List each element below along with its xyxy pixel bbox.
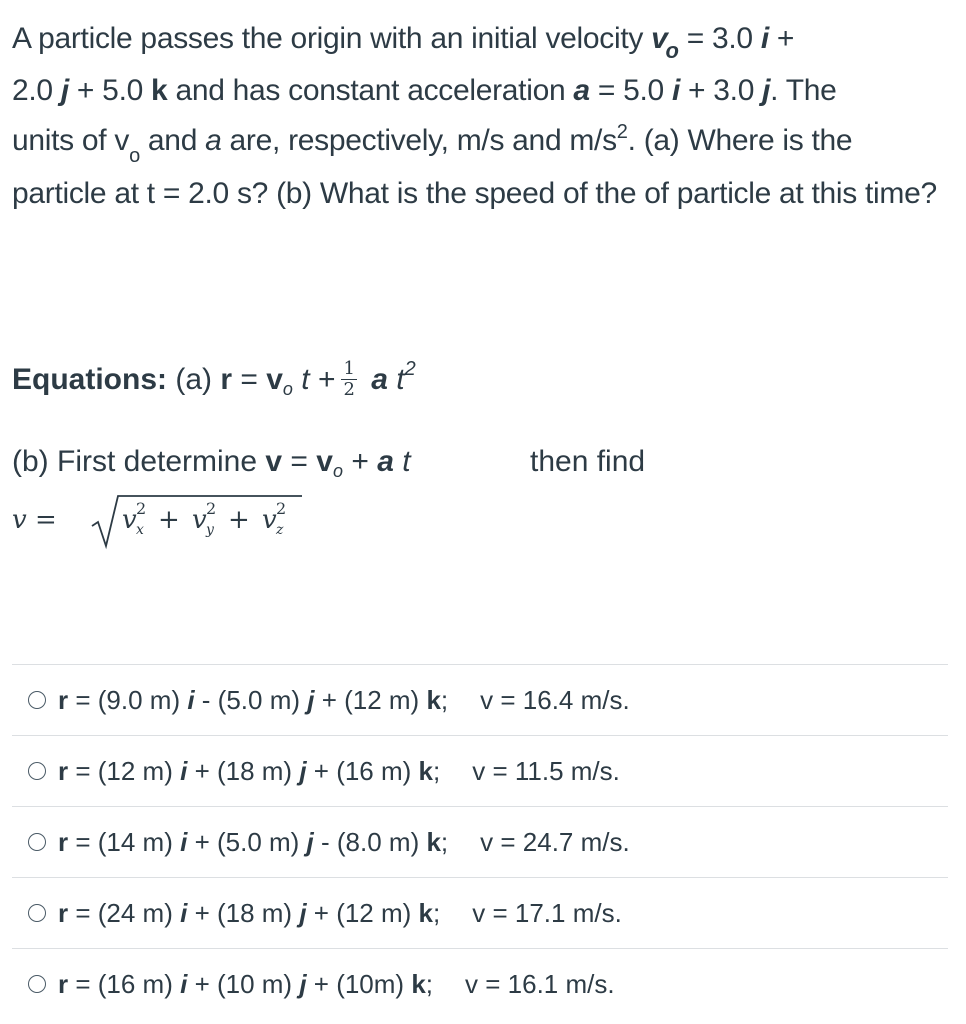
vy-subscript: y	[206, 522, 214, 538]
answer-position	[58, 756, 440, 787]
plus-sign: +	[342, 445, 378, 478]
plus-sign-1: +	[158, 505, 180, 535]
acceleration-equals: = 5.0	[589, 74, 672, 107]
velocity-k-coef: + 5.0	[68, 74, 152, 107]
velocity-equals: = 3.0	[678, 22, 761, 55]
acceleration-symbol: a	[573, 74, 590, 107]
respectively-text: are, respectively, m/s and m/s	[221, 124, 617, 157]
vz-exponent: 2	[276, 499, 287, 518]
velocity-j-coef: 2.0	[12, 74, 61, 107]
unit-vector-j: j	[299, 755, 307, 786]
answer-z-component: + (12 m)	[306, 897, 419, 928]
acceleration-symbol: a	[362, 363, 388, 396]
vy-exponent: 2	[206, 499, 217, 518]
unit-vector-k: k	[418, 897, 434, 928]
unit-vector-i: i	[180, 968, 188, 999]
unit-vector-i: i	[180, 755, 188, 786]
equations-label: Equations:	[12, 363, 167, 396]
answer-x-component: = (16 m)	[68, 968, 181, 999]
answer-z-component: - (8.0 m)	[313, 826, 427, 857]
acceleration-italic: a	[205, 124, 222, 157]
vx-exponent: 2	[136, 499, 147, 518]
semicolon: ;	[440, 826, 449, 857]
unit-vector-j: j	[306, 826, 314, 857]
part-b-line	[12, 432, 411, 495]
radio-button-icon[interactable]	[28, 762, 46, 780]
unit-vector-i: i	[671, 74, 680, 107]
vy-symbol: v	[192, 505, 207, 535]
answer-x-component: = (24 m)	[68, 897, 181, 928]
unit-vector-k: k	[426, 826, 441, 857]
radio-button-icon[interactable]	[28, 904, 46, 922]
speed-formula-svg	[12, 488, 312, 552]
radio-button-icon[interactable]	[28, 691, 46, 709]
question-text-the: . The	[770, 74, 837, 107]
unit-vector-i: i	[187, 684, 195, 715]
time-symbol: t	[387, 363, 405, 396]
plus-sign-2: +	[228, 505, 250, 535]
subscript-o: o	[332, 461, 343, 481]
acceleration-symbol: a	[377, 445, 394, 478]
initial-velocity-symbol: v	[316, 445, 333, 478]
unit-vector-j: j	[299, 897, 307, 928]
answer-speed: v = 16.4 m/s.	[480, 684, 630, 715]
time-symbol: t	[393, 445, 411, 478]
answer-option-3[interactable]	[12, 807, 948, 878]
acceleration-text: and has constant acceleration	[167, 74, 574, 107]
question-text	[12, 14, 952, 219]
answer-option-5[interactable]	[12, 949, 948, 1019]
answer-option-2[interactable]	[12, 736, 948, 807]
answer-option-1[interactable]	[12, 665, 948, 736]
answer-speed: v = 11.5 m/s.	[472, 755, 620, 786]
answer-position	[58, 898, 440, 929]
answer-position	[58, 685, 448, 716]
velocity-subscript: o	[665, 38, 679, 63]
position-symbol: r	[58, 755, 69, 786]
unit-vector-k: k	[418, 755, 434, 786]
equals-sign: =	[232, 363, 267, 396]
answer-list	[12, 664, 948, 1019]
answer-x-component: = (14 m)	[68, 826, 181, 857]
vz-subscript: z	[276, 522, 284, 538]
subscript-o: o	[282, 379, 293, 399]
speed-lhs: v =	[12, 505, 57, 535]
question-parts: . (a) Where is the particle at t = 2.0 s? (b) What is the speed of the of particle at this time?	[12, 124, 937, 210]
unit-vector-j: j	[307, 684, 315, 715]
answer-position	[58, 969, 433, 1000]
units-subscript: o	[129, 145, 140, 167]
time-symbol: t	[292, 363, 310, 396]
one-half-fraction	[341, 359, 356, 400]
answer-y-component: - (5.0 m)	[194, 684, 308, 715]
answer-option-4[interactable]	[12, 878, 948, 949]
position-symbol: r	[58, 897, 69, 928]
semicolon: ;	[433, 755, 441, 786]
unit-vector-j: j	[762, 74, 771, 107]
units-text: units of v	[12, 124, 130, 157]
position-symbol: r	[220, 363, 233, 396]
answer-x-component: = (12 m)	[68, 755, 181, 786]
plus-sign: +	[768, 22, 795, 55]
equations-line	[12, 350, 416, 413]
acceleration-j-coef: + 3.0	[679, 74, 763, 107]
answer-speed: v = 16.1 m/s.	[465, 968, 615, 999]
answer-position	[58, 827, 448, 858]
unit-vector-i: i	[180, 826, 188, 857]
answer-speed: v = 24.7 m/s.	[480, 826, 630, 857]
position-symbol: r	[58, 826, 69, 857]
answer-z-component: + (10m)	[306, 968, 412, 999]
velocity-symbol: v	[651, 22, 668, 55]
vx-subscript: x	[136, 522, 144, 538]
unit-vector-k: k	[426, 684, 441, 715]
equals-sign: =	[282, 445, 317, 478]
then-find-text: then find	[530, 445, 646, 478]
answer-speed: v = 17.1 m/s.	[472, 897, 622, 928]
velocity-symbol: v	[265, 445, 283, 478]
unit-vector-j: j	[299, 968, 307, 999]
answer-y-component: + (18 m)	[187, 897, 300, 928]
part-a-label: (a)	[167, 363, 221, 396]
vx-symbol: v	[122, 505, 137, 535]
radio-button-icon[interactable]	[28, 975, 46, 993]
unit-vector-j: j	[60, 74, 69, 107]
speed-formula	[12, 488, 312, 552]
position-symbol: r	[58, 684, 69, 715]
semicolon: ;	[440, 684, 449, 715]
unit-vector-k: k	[411, 968, 426, 999]
unit-vector-i: i	[760, 22, 769, 55]
semicolon: ;	[425, 968, 434, 999]
answer-x-component: = (9.0 m)	[68, 684, 188, 715]
part-b-text: (b) First determine	[12, 445, 266, 478]
semicolon: ;	[433, 897, 441, 928]
radio-button-icon[interactable]	[28, 833, 46, 851]
answer-z-component: + (16 m)	[306, 755, 419, 786]
unit-vector-i: i	[180, 897, 188, 928]
fraction-denominator: 2	[343, 378, 355, 400]
question-intro: A particle passes the origin with an initial velocity	[12, 22, 652, 55]
squared-superscript: 2	[616, 121, 628, 143]
fraction-numerator: 1	[343, 357, 355, 379]
velocity-symbol: v	[266, 363, 283, 396]
answer-y-component: + (18 m)	[187, 755, 300, 786]
and-text: and	[139, 124, 206, 157]
vz-symbol: v	[262, 505, 277, 535]
exponent-two: 2	[404, 358, 416, 380]
position-symbol: r	[58, 968, 69, 999]
unit-vector-k: k	[151, 74, 168, 107]
plus-sign: +	[309, 363, 336, 396]
answer-z-component: + (12 m)	[314, 684, 427, 715]
answer-y-component: + (5.0 m)	[187, 826, 307, 857]
answer-y-component: + (10 m)	[187, 968, 300, 999]
